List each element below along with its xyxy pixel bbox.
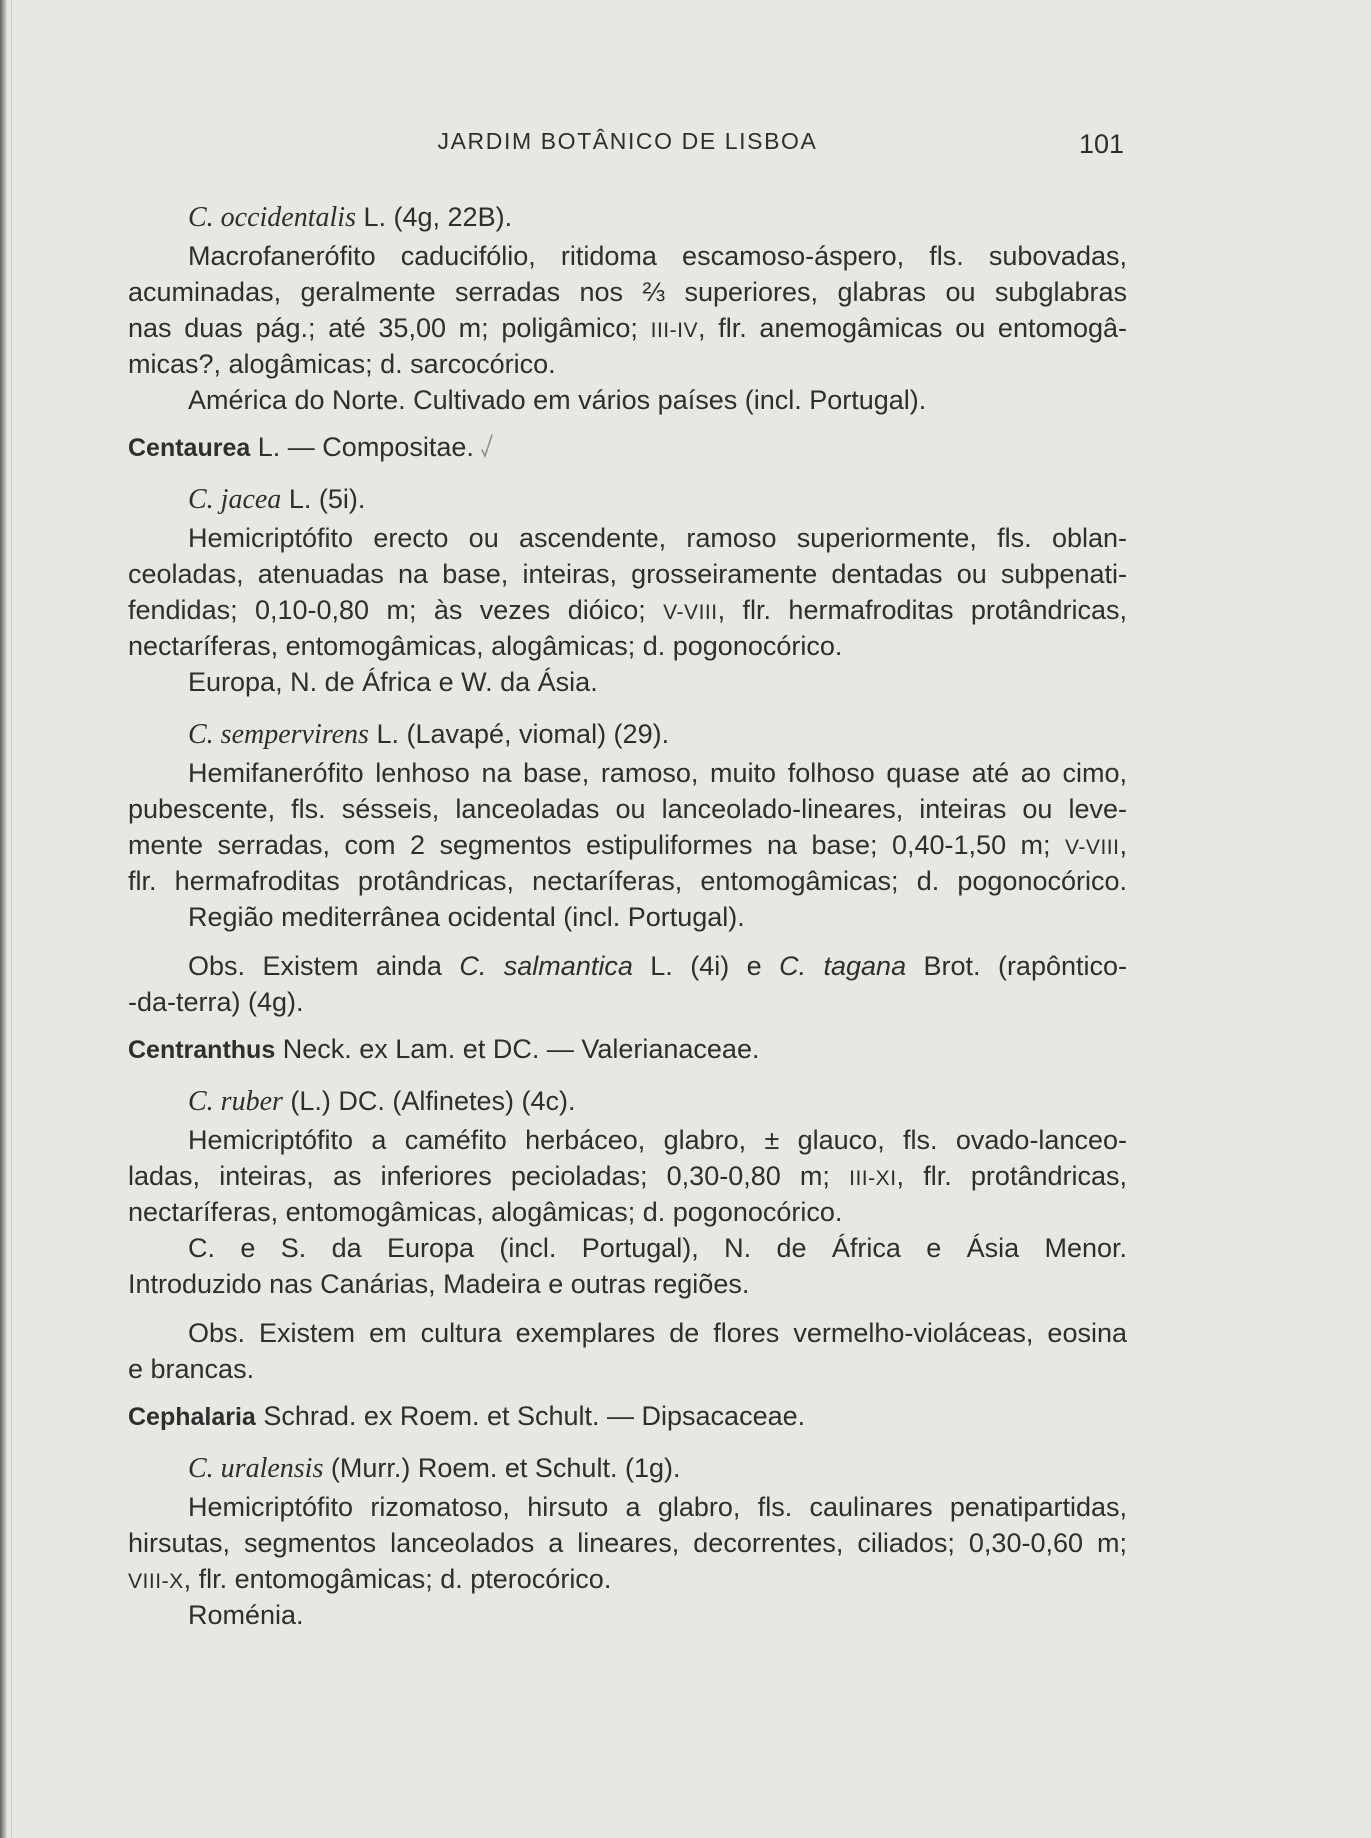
species-reference: C. salmantica xyxy=(459,951,633,981)
description-line: hirsutas, segmentos lanceolados a lineares, decorrentes, ciliados; 0,30-0,60 m; xyxy=(128,1528,1127,1558)
description-line: flr. hermafroditas protândricas, nectaríferas, entomogâmicas; d. pogonocórico. xyxy=(128,866,1127,896)
genus-authority: Schrad. ex Roem. et Schult. — Dipsacaceae. xyxy=(263,1401,806,1431)
scan-left-edge xyxy=(0,0,7,1838)
species-heading xyxy=(128,199,1127,235)
distribution-line: Europa, N. de África e W. da Ásia. xyxy=(188,667,598,697)
species-authority: L. (5i). xyxy=(288,484,366,514)
flowering-months: V-VIII xyxy=(663,601,718,624)
text-segment: , flr. hermafroditas protândricas, xyxy=(717,595,1127,625)
description-line xyxy=(128,592,1127,628)
species-heading xyxy=(128,1083,1127,1119)
species-name: C. ruber xyxy=(188,1086,283,1117)
text-segment: , flr. entomogâmicas; d. pterocórico. xyxy=(183,1564,612,1594)
species-authority: L. (4g, 22B). xyxy=(363,202,513,232)
text-segment: , flr. protândricas, xyxy=(896,1161,1127,1191)
text-segment: L. (4i) e xyxy=(632,951,780,981)
page-number: 101 xyxy=(1078,129,1124,159)
species-name: C. uralensis xyxy=(188,1453,324,1484)
species-authority: L. (Lavapé, viomal) (29). xyxy=(376,719,670,749)
text-segment: , xyxy=(1119,830,1127,860)
text-segment: nas duas pág.; até 35,00 m; poligâmico; xyxy=(128,313,651,343)
genus-entry-centaurea xyxy=(128,429,1127,1020)
genus-authority: L. — Compositae. xyxy=(257,432,474,462)
observation-line: -da-terra) (4g). xyxy=(128,987,304,1017)
description-line: nectaríferas, entomogâmicas, alogâmicas; d. pogonocórico. xyxy=(128,631,843,661)
description-line: micas?, alogâmicas; d. sarcocórico. xyxy=(128,349,556,379)
description-line: pubescente, fls. sésseis, lanceoladas ou lanceolado-lineares, inteiras ou leve- xyxy=(128,794,1127,824)
description-line: ceoladas, atenuadas na base, inteiras, grosseiramente dentadas ou subpenati- xyxy=(128,559,1127,589)
species-authority: (Murr.) Roem. et Schult. (1g). xyxy=(330,1453,681,1483)
species-name: C. jacea xyxy=(188,484,282,515)
description-line xyxy=(128,827,1127,863)
description-line xyxy=(128,1561,1127,1597)
description-line xyxy=(128,1158,1127,1194)
species-heading xyxy=(128,1450,1127,1486)
description-line: Hemicriptófito erecto ou ascendente, ramoso superiormente, fls. oblan- xyxy=(188,523,1127,553)
genus-entry-cephalaria xyxy=(128,1398,1127,1633)
description-line: Hemifanerófito lenhoso na base, ramoso, muito folhoso quase até ao cimo, xyxy=(188,758,1127,788)
text-segment: mente serradas, com 2 segmentos estipuliformes na base; 0,40-1,50 m; xyxy=(128,830,1066,860)
flowering-months: V-VIII xyxy=(1065,836,1120,859)
genus-heading xyxy=(128,1031,1127,1067)
text-segment: fendidas; 0,10-0,80 m; às vezes dióico; xyxy=(128,595,664,625)
description-line: acuminadas, geralmente serradas nos ⅔ superiores, glabras ou subglabras xyxy=(128,277,1127,307)
pencil-check-mark-icon xyxy=(480,433,494,459)
genus-heading xyxy=(128,1398,1127,1434)
description-line: nectaríferas, entomogâmicas, alogâmicas; d. pogonocórico. xyxy=(128,1197,843,1227)
text-segment: ladas, inteiras, as inferiores pecioladas; 0,30-0,80 m; xyxy=(128,1161,850,1191)
species-name: C. occidentalis xyxy=(188,202,356,233)
observation-line xyxy=(128,948,1127,984)
species-entry-occidentalis xyxy=(128,199,1127,418)
observation-line: e brancas. xyxy=(128,1354,255,1384)
distribution-line: América do Norte. Cultivado em vários países (incl. Portugal). xyxy=(188,385,927,415)
species-heading xyxy=(128,481,1127,517)
flowering-months: III-XI xyxy=(849,1167,897,1190)
text-segment: Obs. Existem ainda xyxy=(188,951,460,981)
genus-heading xyxy=(128,429,1127,465)
description-line xyxy=(128,310,1127,346)
scan-edge-line xyxy=(11,0,12,1838)
species-name: C. sempervirens xyxy=(188,719,369,750)
description-line: Hemicriptófito a caméfito herbáceo, glabro, ± glauco, fls. ovado-lanceo- xyxy=(188,1125,1127,1155)
genus-name: Centranthus xyxy=(128,1036,276,1064)
text-segment: , flr. anemogâmicas ou entomogâ- xyxy=(698,313,1128,343)
species-reference: C. tagana xyxy=(779,951,907,981)
genus-authority: Neck. ex Lam. et DC. — Valerianaceae. xyxy=(282,1034,760,1064)
running-head: JARDIM BOTÂNICO DE LISBOA xyxy=(437,128,818,154)
distribution-line: Roménia. xyxy=(188,1600,304,1630)
genus-name: Cephalaria xyxy=(128,1403,256,1431)
genus-name: Centaurea xyxy=(128,434,251,462)
species-authority: (L.) DC. (Alfinetes) (4c). xyxy=(290,1086,576,1116)
distribution-line: C. e S. da Europa (incl. Portugal), N. de África e Ásia Menor. xyxy=(188,1233,1127,1263)
description-line: Macrofanerófito caducifólio, ritidoma escamoso-áspero, fls. subovadas, xyxy=(188,241,1127,271)
distribution-line: Região mediterrânea ocidental (incl. Portugal). xyxy=(188,902,745,932)
observation-line: Obs. Existem em cultura exemplares de flores vermelho-violáceas, eosina xyxy=(188,1318,1127,1348)
distribution-line: Introduzido nas Canárias, Madeira e outras regiões. xyxy=(128,1269,750,1299)
description-line: Hemicriptófito rizomatoso, hirsuto a glabro, fls. caulinares penatipartidas, xyxy=(188,1492,1127,1522)
flowering-months: VIII-X xyxy=(128,1570,184,1593)
species-heading xyxy=(128,716,1127,752)
flowering-months: III-IV xyxy=(650,319,699,342)
genus-entry-centranthus xyxy=(128,1031,1127,1387)
text-column xyxy=(128,199,1127,1633)
text-segment: Brot. (rapôntico- xyxy=(906,951,1128,981)
